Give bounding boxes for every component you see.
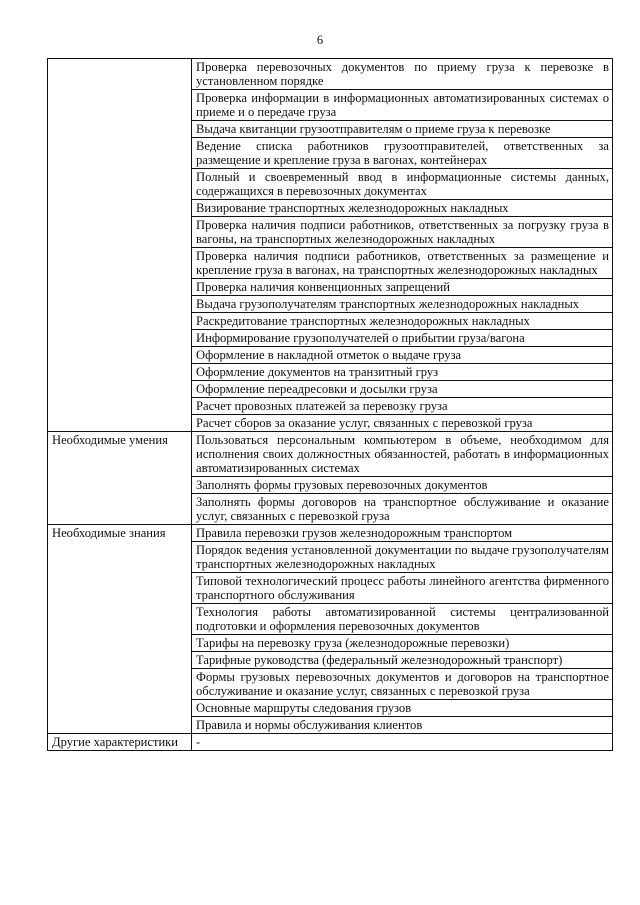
table-row	[48, 59, 613, 90]
row-item: Типовой технологический процесс работы линейного агентства фирменного транспортного обслуживания	[192, 573, 613, 604]
row-item: Правила и нормы обслуживания клиентов	[192, 717, 613, 734]
row-item: Расчет сборов за оказание услуг, связанных с перевозкой груза	[192, 415, 613, 432]
table-row	[48, 432, 613, 477]
row-label: Другие характеристики	[48, 734, 192, 751]
row-label: Необходимые знания	[48, 525, 192, 734]
specification-table	[47, 58, 613, 751]
row-item: Основные маршруты следования грузов	[192, 700, 613, 717]
row-item: Проверка наличия конвенционных запрещений	[192, 279, 613, 296]
table-row	[48, 525, 613, 542]
row-label	[48, 59, 192, 432]
row-item: Порядок ведения установленной документации по выдаче грузополучателям транспортных железнодорожных накладных	[192, 542, 613, 573]
row-label: Необходимые умения	[48, 432, 192, 525]
row-item: Проверка наличия подписи работников, ответственных за погрузку груза в вагоны, на транспортных железнодорожных накладных	[192, 217, 613, 248]
row-item: Формы грузовых перевозочных документов и договоров на транспортное обслуживание и оказание услуг, связанных с перевозкой груза	[192, 669, 613, 700]
row-item: Тарифные руководства (федеральный железнодорожный транспорт)	[192, 652, 613, 669]
specification-table-body	[48, 59, 613, 751]
row-item: Проверка перевозочных документов по приему груза к перевозке в установленном порядке	[192, 59, 613, 90]
row-item: Технология работы автоматизированной системы централизованной подготовки и оформления перевозочных документов	[192, 604, 613, 635]
table-row	[48, 734, 613, 751]
row-item: Информирование грузополучателей о прибытии груза/вагона	[192, 330, 613, 347]
page-number: 6	[316, 33, 324, 47]
row-item: Выдача грузополучателям транспортных железнодорожных накладных	[192, 296, 613, 313]
row-item: Проверка информации в информационных автоматизированных системах о приеме и о передаче груза	[192, 90, 613, 121]
row-item: -	[192, 734, 613, 751]
row-item: Правила перевозки грузов железнодорожным транспортом	[192, 525, 613, 542]
row-item: Полный и своевременный ввод в информационные системы данных, содержащихся в перевозочных документах	[192, 169, 613, 200]
row-item: Оформление переадресовки и досылки груза	[192, 381, 613, 398]
row-item: Оформление документов на транзитный груз	[192, 364, 613, 381]
row-item: Оформление в накладной отметок о выдаче груза	[192, 347, 613, 364]
row-item: Ведение списка работников грузоотправителей, ответственных за размещение и крепление груза в вагонах, контейнерах	[192, 138, 613, 169]
row-item: Тарифы на перевозку груза (железнодорожные перевозки)	[192, 635, 613, 652]
row-item: Пользоваться персональным компьютером в объеме, необходимом для исполнения своих должностных обязанностей, работать в информационных автоматизированных системах	[192, 432, 613, 477]
row-item: Заполнять формы договоров на транспортное обслуживание и оказание услуг, связанных с перевозкой груза	[192, 494, 613, 525]
row-item: Расчет провозных платежей за перевозку груза	[192, 398, 613, 415]
row-item: Заполнять формы грузовых перевозочных документов	[192, 477, 613, 494]
row-item: Визирование транспортных железнодорожных накладных	[192, 200, 613, 217]
row-item: Проверка наличия подписи работников, ответственных за размещение и крепление груза в вагонах, на транспортных железнодорожных накладных	[192, 248, 613, 279]
row-item: Раскредитование транспортных железнодорожных накладных	[192, 313, 613, 330]
row-item: Выдача квитанции грузоотправителям о приеме груза к перевозке	[192, 121, 613, 138]
